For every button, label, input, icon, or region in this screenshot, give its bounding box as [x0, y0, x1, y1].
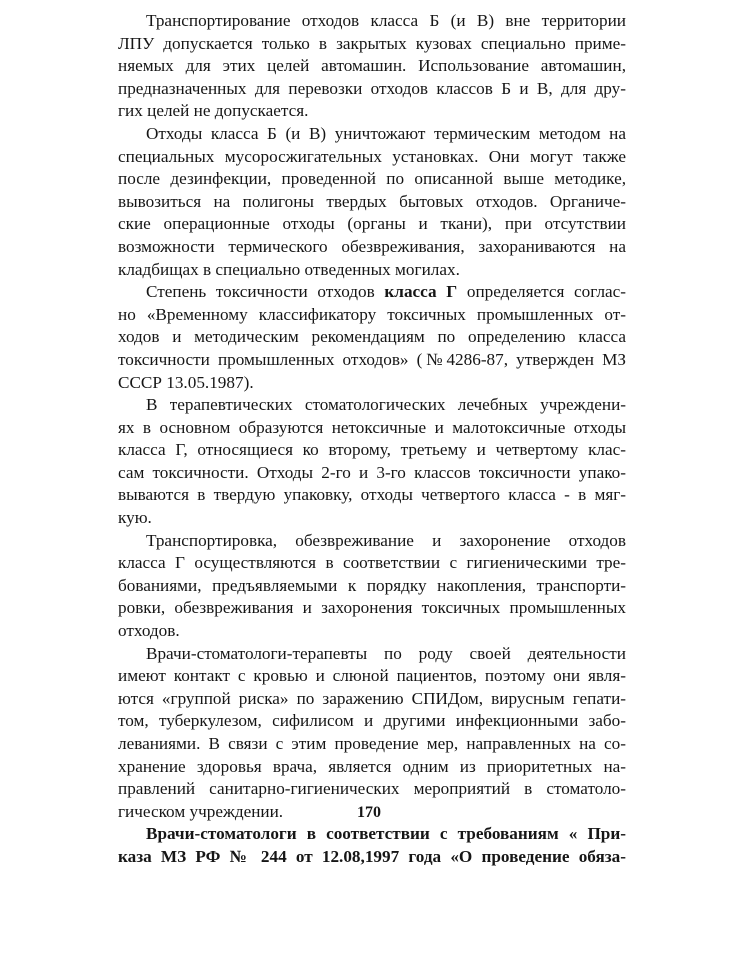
text-line: токсичности промышленных отходов» (№4286-87, утвержден МЗ [118, 349, 626, 369]
text-line: ские операционные отходы (органы и ткани), при отсутствии [118, 214, 626, 234]
text-line: Транспортировка, обезвреживание и захоронение отходов [146, 530, 626, 550]
text-line: бованиями, предъявляемыми к порядку накопления, транспорти- [118, 575, 626, 595]
text-line: вывозиться на полигоны твердых бытовых отходов. Органиче- [118, 191, 626, 211]
text-line: кладбищах в специально отведенных могилах. [118, 259, 460, 279]
text-run: Степень токсичности отходов [146, 282, 375, 302]
text-line: ются «группой риска» по заражению СПИДом, вирусным гепати- [118, 688, 626, 708]
text-line: класса Г осуществляются в соответствии с гигиеническими тре- [118, 553, 626, 573]
text-line: СССР 13.05.1987). [118, 372, 254, 392]
text-line [118, 281, 626, 304]
text-line: Врачи-стоматологи-терапевты по роду своей деятельности [146, 643, 626, 663]
text-line: каза МЗ РФ № 244 от 12.08,1997 года «О проведение обяза- [118, 846, 626, 866]
text-line: после дезинфекции, проведенной по описанной выше методике, [118, 169, 626, 189]
text-line: имеют контакт с кровью и слюной пациентов, поэтому они явля- [118, 666, 626, 686]
text-line: предназначенных для перевозки отходов классов Б и В, для дру- [118, 78, 626, 98]
text-line: ровки, обезвреживания и захоронения токсичных промышленных [118, 598, 626, 618]
text-line: том, туберкулезом, сифилисом и другими инфекционными забо- [118, 711, 626, 731]
text-line: леваниями. В связи с этим проведение мер, направленных на со- [118, 734, 626, 753]
text-line: гих целей не допускается. [118, 101, 309, 121]
page-number: 170 [357, 804, 381, 821]
text-line: ходов и методическим рекомендациям по определению класса [118, 327, 626, 347]
bold-term-class-g: класса Г [384, 282, 458, 302]
paragraph-transport-b-v [118, 10, 626, 123]
text-line: специальных мусоросжигательных установках. Они могут также [118, 146, 626, 166]
text-line: вываются в твердую упаковку, отходы четвертого класса - в мяг- [118, 485, 626, 505]
text-line: класса Г, относящиеся ко второму, третьему и четвертому клас- [118, 440, 626, 460]
text-line: отходов. [118, 621, 180, 641]
text-line: ЛПУ допускается только в закрытых кузовах специально приме- [118, 33, 626, 53]
text-line: Отходы класса Б (и В) уничтожают термическим методом на [146, 123, 626, 143]
text-line: В терапевтических стоматологических лечебных учреждени- [146, 395, 626, 415]
text-line: сам токсичности. Отходы 2-го и 3-го классов токсичности упако- [118, 462, 626, 482]
paragraph-order-244 [118, 823, 626, 868]
text-line: кую. [118, 508, 152, 528]
paragraph-therapeutic-waste [118, 394, 626, 530]
text-line: ях в основном образуются нетоксичные и малотоксичные отходы [118, 417, 626, 437]
paragraph-transport-g [118, 530, 626, 643]
text-line: возможности термического обезвреживания, захораниваются на [118, 236, 626, 256]
text-line: Врачи-стоматологи в соответствии с требованиям « При- [146, 824, 626, 844]
text-line: хранение здоровья врача, является одним из приоритетных на- [118, 756, 626, 776]
paragraph-risk-group [118, 643, 626, 824]
text-run: определяется соглас‑ [466, 282, 626, 302]
document-page [118, 10, 626, 869]
text-line: гическом учреждении. [118, 801, 284, 821]
paragraph-toxicity-class-g [118, 281, 626, 394]
text-line: няемых для этих целей автомашин. Использование автомашин, [118, 56, 626, 76]
text-line: правлений санитарно-гигиенических мероприятий в стоматоло- [118, 779, 626, 799]
text-line: но «Временному классификатору токсичных промышленных от- [118, 304, 626, 324]
paragraph-destruction-b-v [118, 123, 626, 281]
text-line: Транспортирование отходов класса Б (и В) вне территории [146, 11, 626, 30]
